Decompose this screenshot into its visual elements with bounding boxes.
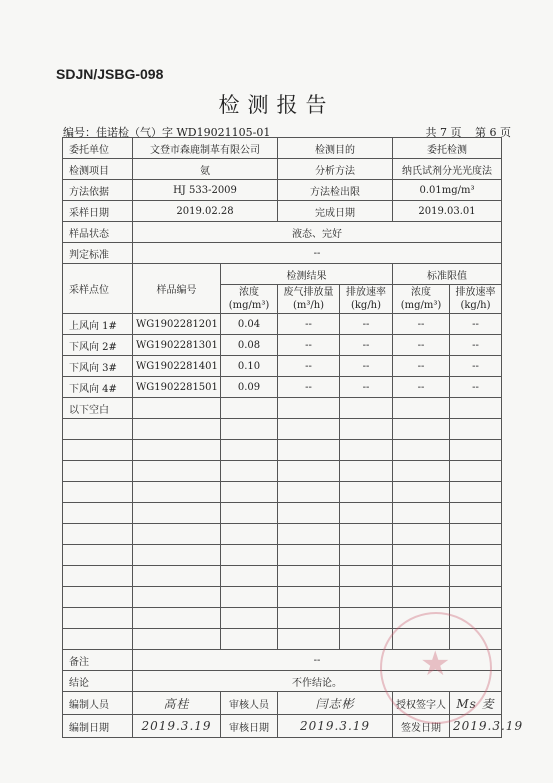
empty-cell [278,482,340,503]
empty-cell [278,587,340,608]
empty-cell [450,461,502,482]
basis-value: HJ 533-2009 [133,180,278,201]
empty-cell [63,587,133,608]
empty-cell [393,461,450,482]
sample-date-value: 2019.02.28 [133,201,278,222]
empty-cell [450,440,502,461]
empty-cell [340,608,393,629]
client-value: 文登市森鹿制革有限公司 [133,138,278,159]
std-rate-header: 排放速率 (kg/h) [450,285,502,314]
sample-cell: WG1902281401 [133,356,221,377]
sign-date: 2019.3.19 [450,715,502,738]
empty-cell [278,608,340,629]
point-cell: 下风向 2# [63,335,133,356]
empty-cell [63,419,133,440]
blank-row [63,566,502,587]
empty-cell [278,461,340,482]
conc-cell: 0.10 [221,356,278,377]
empty-cell [393,419,450,440]
table-row [63,335,502,356]
table-row [63,377,502,398]
empty-cell [221,545,278,566]
sample-date-label: 采样日期 [63,201,133,222]
standard-value: -- [133,243,502,264]
flow-cell: -- [278,356,340,377]
finish-date-value: 2019.03.01 [393,201,502,222]
blank-row [63,419,502,440]
empty-cell [393,503,450,524]
empty-cell [340,587,393,608]
empty-cell [63,503,133,524]
conclusion-value: 不作结论。 [133,671,502,692]
empty-cell [221,587,278,608]
empty-cell [133,419,221,440]
flow-cell: -- [278,377,340,398]
empty-cell [340,440,393,461]
signer-signature: Ms 麦 [450,692,502,715]
empty-cell [221,461,278,482]
std-conc-cell: -- [393,335,450,356]
empty-cell [133,566,221,587]
empty-cell [63,461,133,482]
empty-cell [450,503,502,524]
detection-limit-value: 0.01mg/m³ [393,180,502,201]
empty-cell [221,629,278,650]
blank-row [63,461,502,482]
official-seal [380,612,492,724]
point-cell: 下风向 3# [63,356,133,377]
empty-cell [278,503,340,524]
blank-note: 以下空白 [63,398,133,419]
empty-cell [450,587,502,608]
flow-header: 废气排放量 (m³/h) [278,285,340,314]
conc-cell: 0.09 [221,377,278,398]
sample-cell: WG1902281301 [133,335,221,356]
empty-cell [63,545,133,566]
rate-cell: -- [340,314,393,335]
conc-cell: 0.08 [221,335,278,356]
empty-cell [340,524,393,545]
reviewer-label: 审核人员 [221,692,278,715]
rate-cell: -- [340,377,393,398]
empty-cell [221,482,278,503]
flow-cell: -- [278,314,340,335]
method-value: 纳氏试剂分光光度法 [393,159,502,180]
empty-cell [221,440,278,461]
standard-label: 判定标准 [63,243,133,264]
empty-cell [393,482,450,503]
empty-cell [393,545,450,566]
item-value: 氨 [133,159,278,180]
empty-cell [450,566,502,587]
signer-label: 授权签字人 [393,692,450,715]
rate-cell: -- [340,335,393,356]
empty-cell [450,419,502,440]
purpose-label: 检测目的 [278,138,393,159]
std-conc-cell: -- [393,356,450,377]
empty-cell [278,440,340,461]
table-row [63,356,502,377]
empty-cell [450,398,502,419]
purpose-value: 委托检测 [393,138,502,159]
std-conc-header: 浓度 (mg/m³) [393,285,450,314]
empty-cell [133,608,221,629]
empty-cell [340,545,393,566]
empty-cell [63,608,133,629]
blank-row [63,440,502,461]
sample-cell: WG1902281501 [133,377,221,398]
empty-cell [393,566,450,587]
author-date-label: 编制日期 [63,715,133,738]
basis-label: 方法依据 [63,180,133,201]
table-row [63,314,502,335]
empty-cell [393,440,450,461]
empty-cell [450,482,502,503]
document-code: SDJN/JSBG-098 [56,66,164,82]
empty-cell [63,566,133,587]
empty-cell [340,566,393,587]
conc-cell: 0.04 [221,314,278,335]
report-serial: 编号：佳诺检（气）字 WD19021105-01 [63,126,271,139]
client-label: 委托单位 [63,138,133,159]
method-label: 分析方法 [278,159,393,180]
empty-cell [133,503,221,524]
empty-cell [133,629,221,650]
conclusion-label: 结论 [63,671,133,692]
sign-date-label: 签发日期 [393,715,450,738]
rate-cell: -- [340,356,393,377]
author-label: 编制人员 [63,692,133,715]
results-group-header: 检测结果 [221,264,393,285]
sampling-point-header: 采样点位 [63,264,133,314]
author-signature: 高桂 [133,692,221,715]
empty-cell [221,608,278,629]
empty-cell [278,629,340,650]
empty-cell [63,482,133,503]
empty-cell [133,587,221,608]
empty-cell [278,566,340,587]
empty-cell [340,398,393,419]
table-row [63,398,502,419]
flow-cell: -- [278,335,340,356]
std-conc-cell: -- [393,377,450,398]
empty-cell [221,524,278,545]
rate-header: 排放速率 (kg/h) [340,285,393,314]
empty-cell [393,587,450,608]
reviewer-signature: 闫志彬 [278,692,393,715]
empty-cell [340,503,393,524]
std-rate-cell: -- [450,356,502,377]
empty-cell [340,419,393,440]
empty-cell [133,461,221,482]
sample-cell: WG1902281201 [133,314,221,335]
author-date: 2019.3.19 [133,715,221,738]
total-pages: 共 7 页 [425,126,462,139]
sample-state-label: 样品状态 [63,222,133,243]
remark-value: -- [133,650,502,671]
detection-limit-label: 方法检出限 [278,180,393,201]
empty-cell [63,629,133,650]
empty-cell [340,482,393,503]
empty-cell [221,398,278,419]
empty-cell [340,461,393,482]
empty-cell [450,545,502,566]
std-rate-cell: -- [450,335,502,356]
page-title: 检测报告 [218,93,335,117]
review-date-label: 审核日期 [221,715,278,738]
empty-cell [450,524,502,545]
remark-label: 备注 [63,650,133,671]
blank-row [63,545,502,566]
empty-cell [278,398,340,419]
empty-cell [133,398,221,419]
std-rate-cell: -- [450,314,502,335]
limits-group-header: 标准限值 [393,264,502,285]
empty-cell [133,482,221,503]
empty-cell [133,440,221,461]
seal-star-icon: ★ [420,644,451,684]
review-date: 2019.3.19 [278,715,393,738]
empty-cell [221,419,278,440]
point-cell: 上风向 1# [63,314,133,335]
empty-cell [221,566,278,587]
item-label: 检测项目 [63,159,133,180]
blank-row [63,587,502,608]
empty-cell [221,503,278,524]
empty-cell [278,524,340,545]
page-number: 第 6 页 [475,126,511,139]
blank-row [63,524,502,545]
empty-cell [63,440,133,461]
std-rate-cell: -- [450,377,502,398]
empty-cell [278,545,340,566]
empty-cell [393,524,450,545]
empty-cell [63,524,133,545]
empty-cell [133,524,221,545]
finish-date-label: 完成日期 [278,201,393,222]
sample-state-value: 液态、完好 [133,222,502,243]
blank-row [63,482,502,503]
empty-cell [133,545,221,566]
empty-cell [278,419,340,440]
std-conc-cell: -- [393,314,450,335]
point-cell: 下风向 4# [63,377,133,398]
blank-row [63,503,502,524]
conc-header: 浓度 (mg/m³) [221,285,278,314]
sample-number-header: 样品编号 [133,264,221,314]
empty-cell [393,398,450,419]
